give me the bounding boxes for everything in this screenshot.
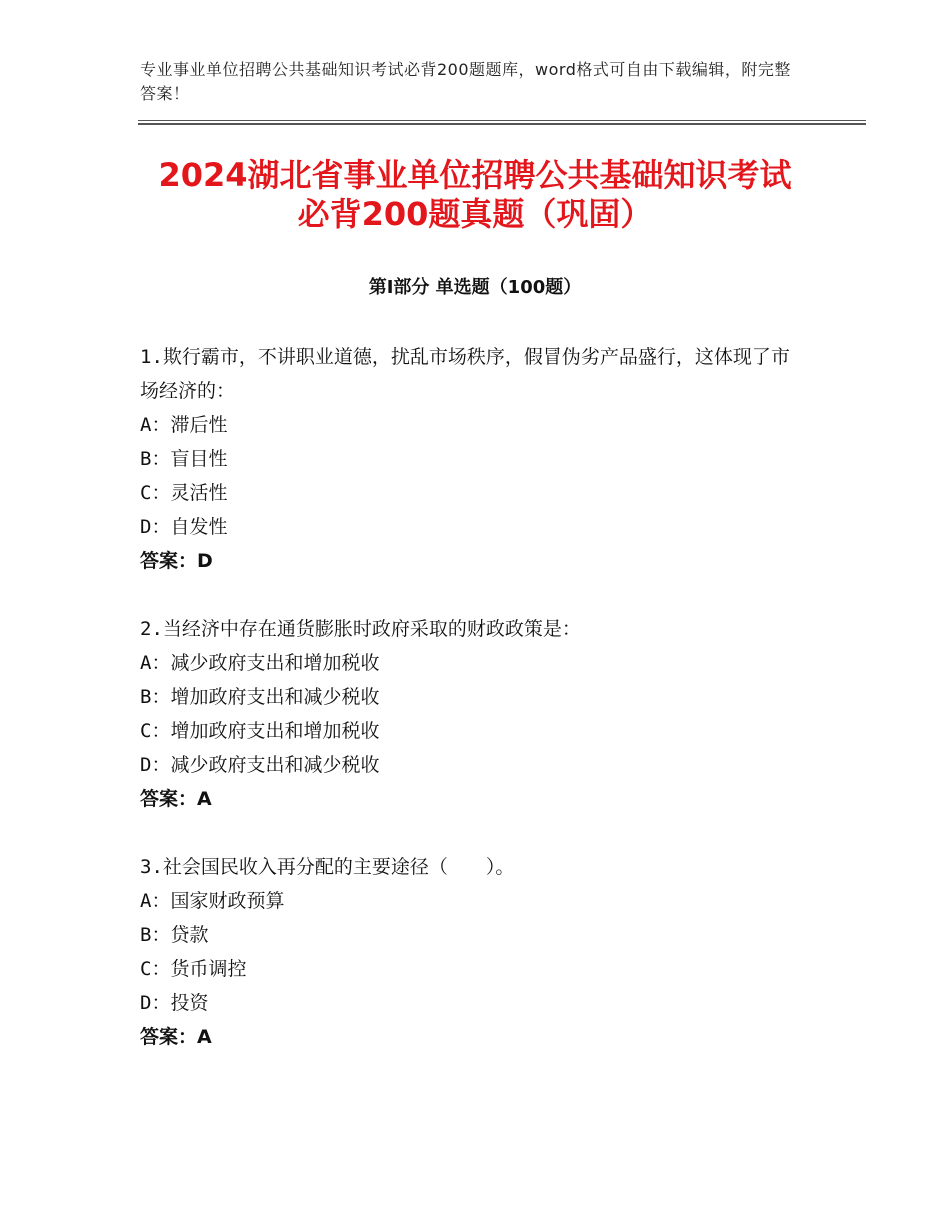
- header-note: 专业事业单位招聘公共基础知识考试必背200题题库，word格式可自由下载编辑，附完整答案！: [140, 60, 791, 103]
- answer-label: 答案：A: [140, 788, 212, 810]
- option-a: A：滞后性: [140, 414, 228, 436]
- question-stem: 3.社会国民收入再分配的主要途径（ ）。: [140, 856, 515, 878]
- option-c: C：灵活性: [140, 482, 228, 504]
- question-list: [140, 340, 820, 1088]
- option-a: A：减少政府支出和增加税收: [140, 652, 380, 674]
- question-stem: 2.当经济中存在通货膨胀时政府采取的财政政策是：: [140, 618, 581, 640]
- option-b: B：盲目性: [140, 448, 228, 470]
- document-title-line-1: 2024湖北省事业单位招聘公共基础知识考试: [158, 156, 792, 194]
- question-3: [140, 850, 820, 1054]
- header-divider: [138, 120, 866, 121]
- question-2: [140, 612, 820, 816]
- question-1: [140, 340, 820, 578]
- option-b: B：增加政府支出和减少税收: [140, 686, 380, 708]
- option-d: D：减少政府支出和减少税收: [140, 754, 380, 776]
- option-d: D：投资: [140, 992, 209, 1014]
- option-d: D：自发性: [140, 516, 228, 538]
- section-title: 第Ⅰ部分 单选题（100题）: [368, 277, 582, 298]
- document-title: [0, 156, 950, 234]
- option-c: C：货币调控: [140, 958, 247, 980]
- document-title-line-2: 必背200题真题（巩固）: [297, 195, 653, 233]
- header-divider-thick: [138, 123, 866, 125]
- question-stem: 1.欺行霸市，不讲职业道德，扰乱市场秩序，假冒伪劣产品盛行，这体现了市场经济的：: [140, 346, 790, 402]
- option-c: C：增加政府支出和增加税收: [140, 720, 380, 742]
- option-b: B：贷款: [140, 924, 209, 946]
- answer-label: 答案：D: [140, 550, 213, 572]
- option-a: A：国家财政预算: [140, 890, 285, 912]
- answer-label: 答案：A: [140, 1026, 212, 1048]
